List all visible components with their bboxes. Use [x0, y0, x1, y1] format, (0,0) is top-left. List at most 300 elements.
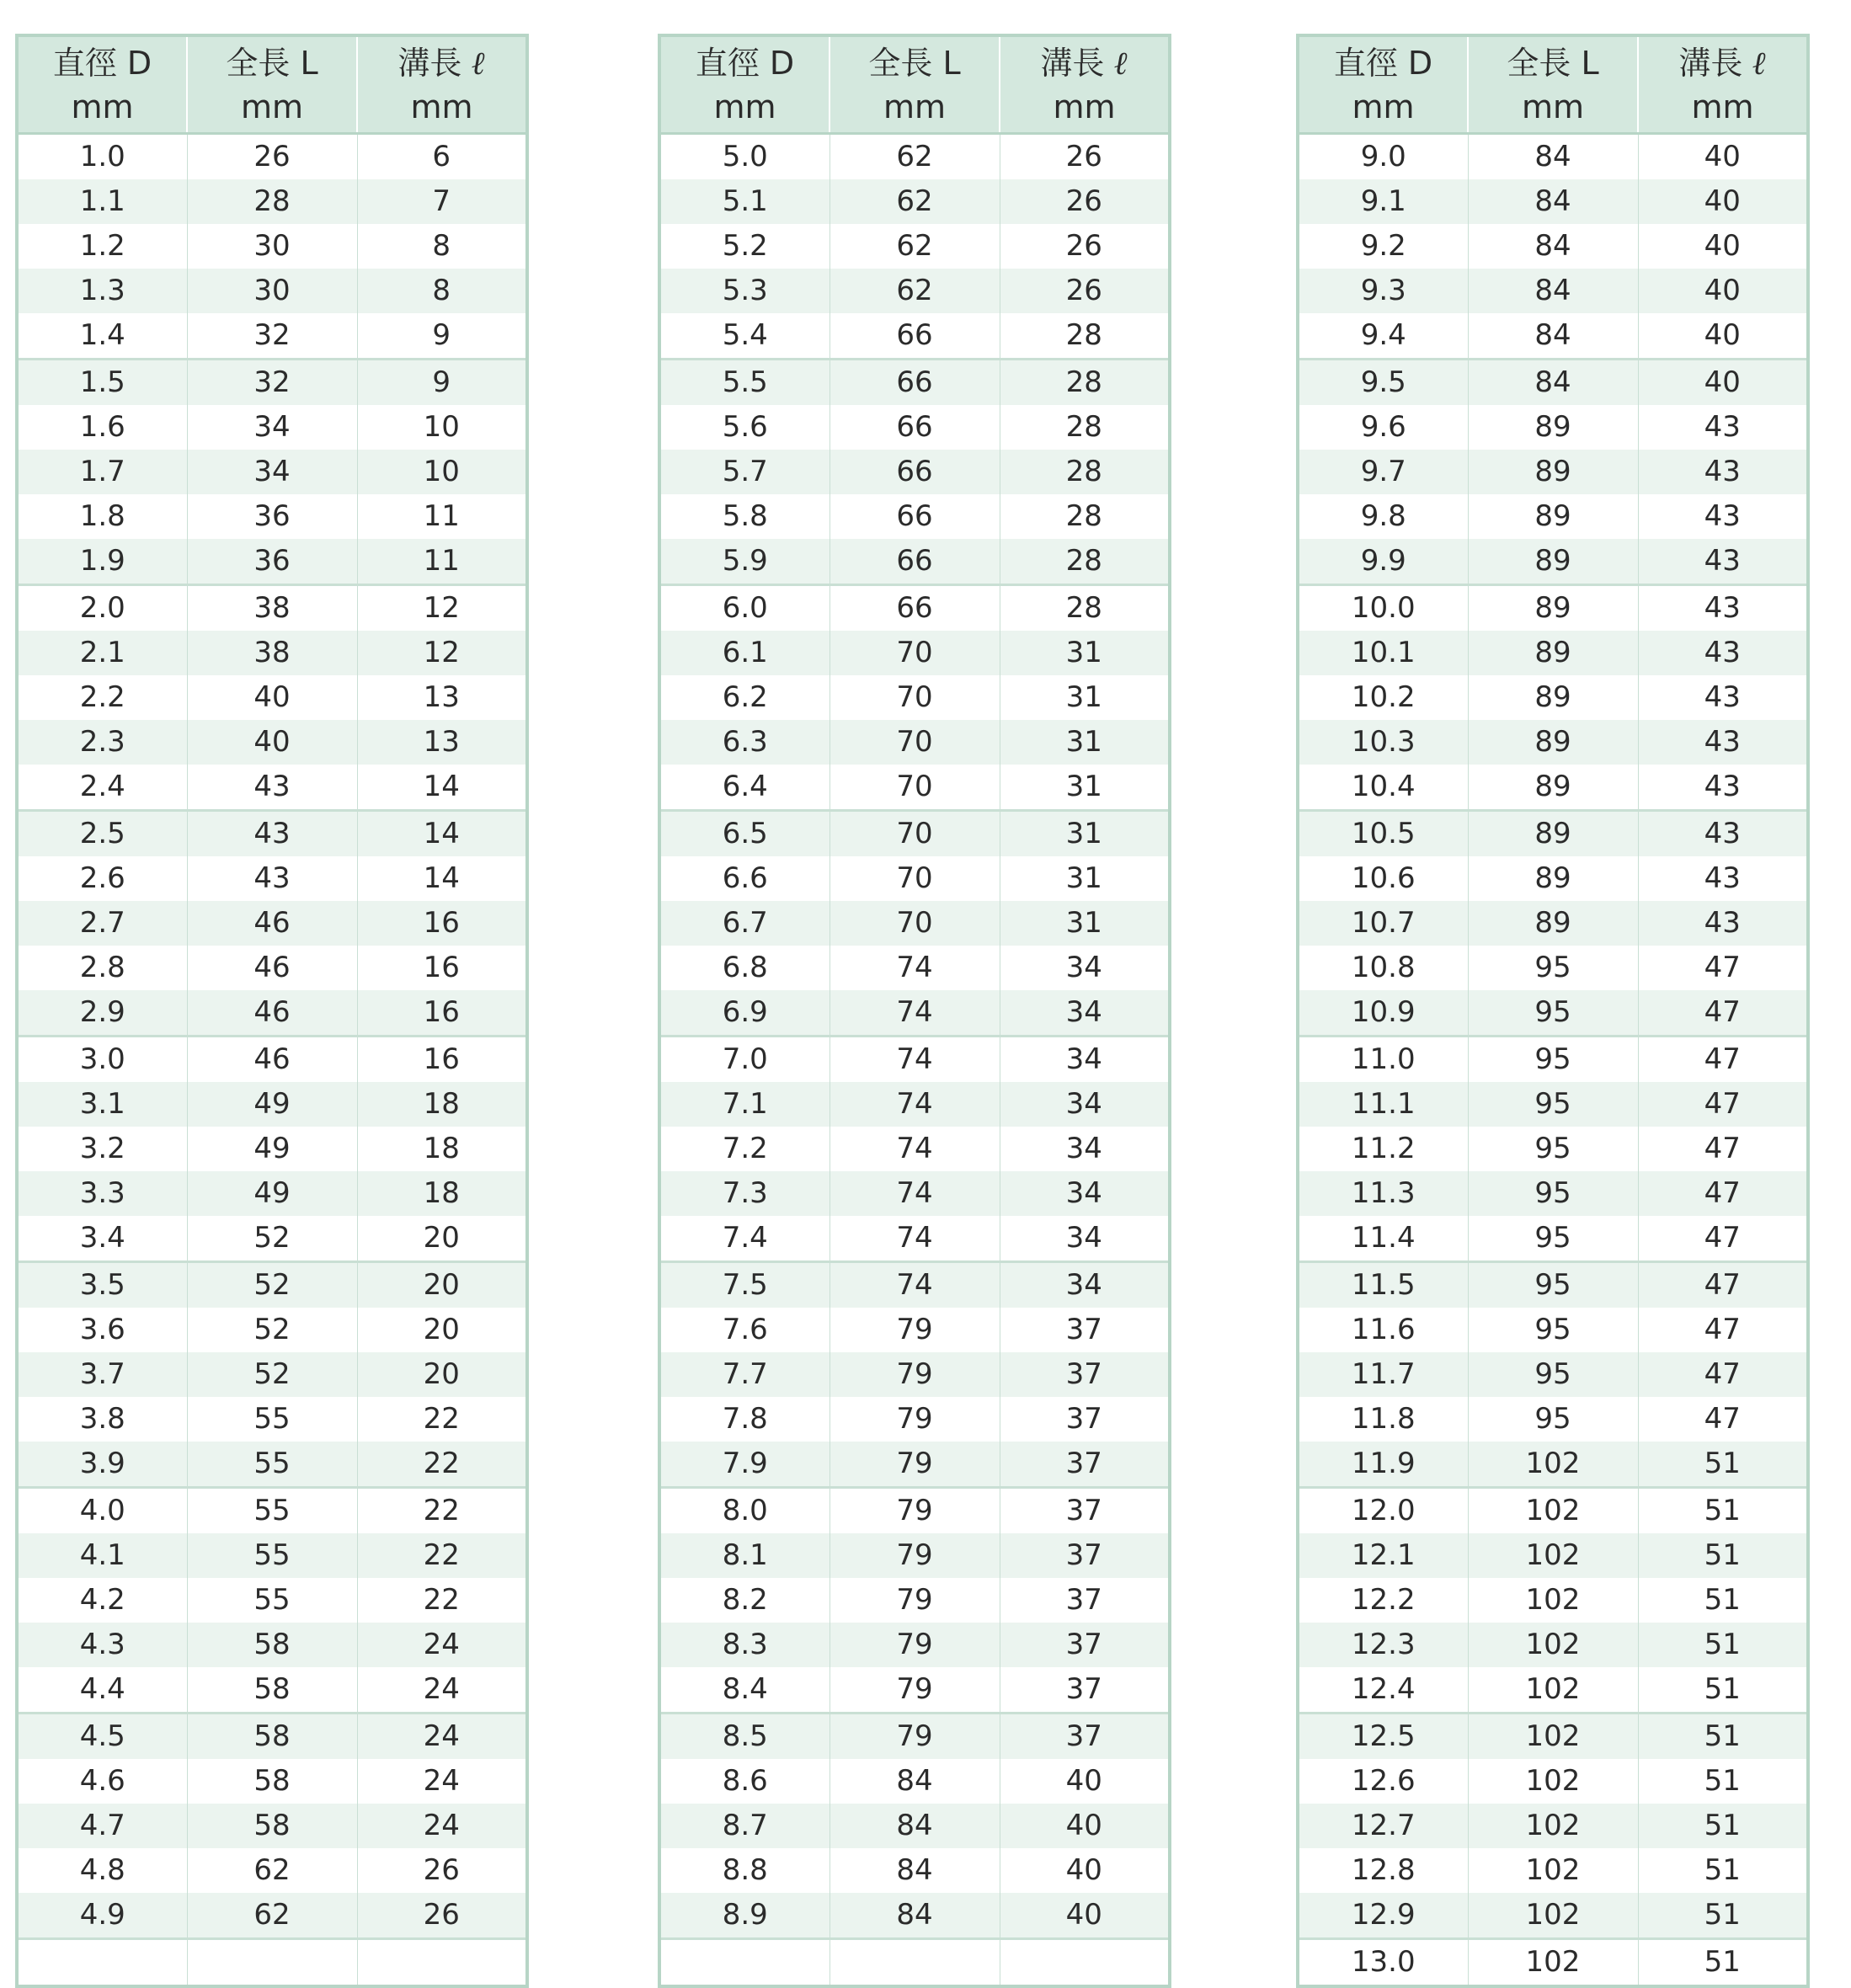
cell-total-length: 89 [1468, 539, 1638, 585]
cell-flute-length: 28 [1000, 539, 1170, 585]
cell-total-length: 66 [829, 494, 1000, 539]
cell-flute-length [357, 1939, 527, 1987]
cell-diameter: 7.0 [659, 1037, 829, 1083]
header-diameter: 直徑 D mm [1298, 35, 1468, 134]
cell-total-length: 32 [187, 313, 357, 360]
cell-diameter: 10.1 [1298, 631, 1468, 675]
cell-flute-length: 26 [1000, 224, 1170, 269]
cell-flute-length: 10 [357, 450, 527, 494]
cell-diameter: 5.0 [659, 134, 829, 180]
cell-flute-length: 47 [1638, 1262, 1808, 1308]
cell-total-length: 74 [829, 1037, 1000, 1083]
cell-flute-length: 43 [1638, 811, 1808, 857]
cell-total-length: 95 [1468, 1127, 1638, 1171]
table-row [1298, 179, 1808, 224]
cell-diameter: 2.6 [17, 856, 187, 901]
cell-total-length: 62 [829, 134, 1000, 180]
cell-flute-length: 20 [357, 1262, 527, 1308]
table-row [1298, 405, 1808, 450]
cell-flute-length: 22 [357, 1397, 527, 1442]
cell-total-length: 79 [829, 1623, 1000, 1667]
table-row [17, 946, 527, 990]
cell-diameter: 12.2 [1298, 1578, 1468, 1623]
cell-diameter: 3.8 [17, 1397, 187, 1442]
cell-flute-length: 34 [1000, 990, 1170, 1037]
cell-diameter: 10.8 [1298, 946, 1468, 990]
cell-diameter: 9.6 [1298, 405, 1468, 450]
cell-flute-length: 40 [1000, 1804, 1170, 1848]
cell-total-length: 66 [829, 450, 1000, 494]
cell-total-length: 46 [187, 1037, 357, 1083]
cell-flute-length: 28 [1000, 405, 1170, 450]
cell-total-length: 28 [187, 179, 357, 224]
cell-diameter: 6.4 [659, 765, 829, 811]
cell-total-length: 43 [187, 811, 357, 857]
cell-total-length: 102 [1468, 1578, 1638, 1623]
cell-flute-length: 51 [1638, 1442, 1808, 1488]
cell-flute-length: 24 [357, 1623, 527, 1667]
cell-total-length: 89 [1468, 856, 1638, 901]
cell-diameter: 9.8 [1298, 494, 1468, 539]
cell-total-length: 46 [187, 901, 357, 946]
cell-flute-length: 16 [357, 990, 527, 1037]
cell-diameter: 12.0 [1298, 1488, 1468, 1534]
cell-diameter: 7.2 [659, 1127, 829, 1171]
table-row [1298, 585, 1808, 632]
cell-diameter: 5.9 [659, 539, 829, 585]
cell-total-length: 74 [829, 1082, 1000, 1127]
cell-diameter: 1.1 [17, 179, 187, 224]
table-row [1298, 1037, 1808, 1083]
cell-flute-length [1000, 1939, 1170, 1987]
cell-flute-length: 43 [1638, 765, 1808, 811]
cell-flute-length: 43 [1638, 405, 1808, 450]
table-row [17, 1037, 527, 1083]
cell-total-length: 79 [829, 1578, 1000, 1623]
cell-flute-length: 43 [1638, 856, 1808, 901]
table-row [1298, 1939, 1808, 1987]
cell-diameter: 4.4 [17, 1667, 187, 1714]
table-row [659, 269, 1170, 313]
cell-total-length: 102 [1468, 1759, 1638, 1804]
table-row [17, 134, 527, 180]
cell-total-length: 102 [1468, 1488, 1638, 1534]
cell-diameter: 8.4 [659, 1667, 829, 1714]
table-row [17, 1127, 527, 1171]
cell-total-length: 66 [829, 585, 1000, 632]
table-row [17, 1082, 527, 1127]
table-row [1298, 1352, 1808, 1397]
cell-total-length: 95 [1468, 946, 1638, 990]
cell-diameter: 8.0 [659, 1488, 829, 1534]
table-row [659, 1667, 1170, 1714]
cell-flute-length: 43 [1638, 585, 1808, 632]
cell-total-length: 36 [187, 539, 357, 585]
cell-diameter: 8.2 [659, 1578, 829, 1623]
cell-flute-length: 28 [1000, 313, 1170, 360]
cell-total-length: 84 [1468, 179, 1638, 224]
cell-total-length: 79 [829, 1533, 1000, 1578]
table-row [659, 360, 1170, 406]
table-row [1298, 1759, 1808, 1804]
cell-diameter: 2.1 [17, 631, 187, 675]
cell-diameter: 6.6 [659, 856, 829, 901]
cell-diameter: 10.4 [1298, 765, 1468, 811]
cell-total-length: 84 [1468, 134, 1638, 180]
cell-total-length: 74 [829, 1171, 1000, 1216]
cell-total-length: 52 [187, 1308, 357, 1352]
cell-diameter: 1.6 [17, 405, 187, 450]
cell-flute-length: 51 [1638, 1623, 1808, 1667]
cell-flute-length: 20 [357, 1352, 527, 1397]
cell-flute-length: 51 [1638, 1488, 1808, 1534]
cell-diameter: 11.1 [1298, 1082, 1468, 1127]
cell-diameter: 7.8 [659, 1397, 829, 1442]
table-row [17, 990, 527, 1037]
table-row [1298, 811, 1808, 857]
cell-total-length: 95 [1468, 1397, 1638, 1442]
cell-diameter: 9.0 [1298, 134, 1468, 180]
table-row [659, 1714, 1170, 1760]
table-row [659, 765, 1170, 811]
cell-total-length: 62 [187, 1893, 357, 1939]
spec-table-1 [15, 34, 529, 1988]
cell-total-length: 58 [187, 1667, 357, 1714]
table-row [659, 1533, 1170, 1578]
cell-flute-length: 51 [1638, 1759, 1808, 1804]
cell-flute-length: 51 [1638, 1893, 1808, 1939]
cell-total-length: 84 [1468, 269, 1638, 313]
cell-total-length: 102 [1468, 1804, 1638, 1848]
cell-diameter: 11.3 [1298, 1171, 1468, 1216]
table-row [659, 1037, 1170, 1083]
cell-total-length: 43 [187, 765, 357, 811]
cell-diameter: 9.3 [1298, 269, 1468, 313]
cell-flute-length: 14 [357, 811, 527, 857]
cell-total-length: 70 [829, 765, 1000, 811]
cell-flute-length: 51 [1638, 1578, 1808, 1623]
cell-diameter: 9.2 [1298, 224, 1468, 269]
cell-flute-length: 26 [357, 1848, 527, 1893]
table-row [1298, 1442, 1808, 1488]
cell-flute-length: 11 [357, 494, 527, 539]
cell-total-length: 89 [1468, 675, 1638, 720]
table-row [17, 1216, 527, 1262]
cell-flute-length: 43 [1638, 631, 1808, 675]
cell-diameter: 6.2 [659, 675, 829, 720]
cell-flute-length: 7 [357, 179, 527, 224]
cell-total-length: 62 [829, 269, 1000, 313]
table-row [17, 765, 527, 811]
cell-diameter: 12.3 [1298, 1623, 1468, 1667]
cell-diameter: 5.7 [659, 450, 829, 494]
table-row [17, 1533, 527, 1578]
cell-total-length: 89 [1468, 811, 1638, 857]
cell-flute-length: 31 [1000, 631, 1170, 675]
cell-total-length: 70 [829, 811, 1000, 857]
cell-total-length: 89 [1468, 585, 1638, 632]
cell-total-length: 40 [187, 675, 357, 720]
cell-diameter: 7.4 [659, 1216, 829, 1262]
table-row [17, 1759, 527, 1804]
cell-total-length: 89 [1468, 765, 1638, 811]
cell-total-length: 36 [187, 494, 357, 539]
cell-total-length: 38 [187, 631, 357, 675]
cell-diameter: 6.0 [659, 585, 829, 632]
table-row [1298, 946, 1808, 990]
table-row [1298, 1308, 1808, 1352]
cell-flute-length: 40 [1638, 269, 1808, 313]
cell-total-length: 102 [1468, 1667, 1638, 1714]
cell-diameter: 1.5 [17, 360, 187, 406]
cell-total-length: 62 [187, 1848, 357, 1893]
cell-flute-length: 13 [357, 720, 527, 765]
table-row [659, 1488, 1170, 1534]
cell-flute-length: 31 [1000, 765, 1170, 811]
table-row [17, 1352, 527, 1397]
cell-flute-length: 34 [1000, 1082, 1170, 1127]
cell-total-length: 102 [1468, 1939, 1638, 1987]
table-row [659, 1442, 1170, 1488]
cell-total-length: 70 [829, 901, 1000, 946]
table-row [17, 494, 527, 539]
cell-total-length: 55 [187, 1442, 357, 1488]
cell-total-length: 49 [187, 1171, 357, 1216]
cell-diameter: 7.5 [659, 1262, 829, 1308]
cell-diameter: 4.5 [17, 1714, 187, 1760]
table-row [659, 946, 1170, 990]
cell-flute-length: 34 [1000, 1171, 1170, 1216]
cell-flute-length: 22 [357, 1442, 527, 1488]
cell-total-length [829, 1939, 1000, 1987]
table-row [1298, 631, 1808, 675]
cell-diameter: 3.0 [17, 1037, 187, 1083]
cell-total-length: 70 [829, 675, 1000, 720]
table-row [1298, 720, 1808, 765]
cell-flute-length: 34 [1000, 1037, 1170, 1083]
cell-flute-length: 47 [1638, 1127, 1808, 1171]
table-row [659, 179, 1170, 224]
cell-diameter: 10.3 [1298, 720, 1468, 765]
table-row [1298, 539, 1808, 585]
cell-total-length: 26 [187, 134, 357, 180]
table-row [17, 585, 527, 632]
cell-flute-length: 51 [1638, 1714, 1808, 1760]
cell-total-length: 84 [829, 1893, 1000, 1939]
table-row [17, 224, 527, 269]
cell-diameter: 2.3 [17, 720, 187, 765]
cell-flute-length: 26 [1000, 269, 1170, 313]
cell-total-length: 95 [1468, 1308, 1638, 1352]
cell-diameter: 2.9 [17, 990, 187, 1037]
table-row [659, 720, 1170, 765]
cell-total-length: 84 [1468, 313, 1638, 360]
cell-total-length: 55 [187, 1578, 357, 1623]
cell-total-length: 58 [187, 1804, 357, 1848]
table-row [17, 1667, 527, 1714]
cell-diameter: 8.3 [659, 1623, 829, 1667]
cell-total-length: 89 [1468, 631, 1638, 675]
cell-flute-length: 16 [357, 901, 527, 946]
cell-flute-length: 13 [357, 675, 527, 720]
table-row [17, 1939, 527, 1987]
cell-total-length: 84 [1468, 360, 1638, 406]
cell-diameter: 1.9 [17, 539, 187, 585]
cell-diameter: 10.7 [1298, 901, 1468, 946]
table-row [659, 811, 1170, 857]
header-total-length: 全長 L mm [829, 35, 1000, 134]
table-row [1298, 1082, 1808, 1127]
cell-flute-length: 26 [1000, 179, 1170, 224]
cell-flute-length: 16 [357, 946, 527, 990]
cell-diameter: 12.7 [1298, 1804, 1468, 1848]
cell-diameter: 4.1 [17, 1533, 187, 1578]
table-row [1298, 765, 1808, 811]
cell-flute-length: 34 [1000, 1216, 1170, 1262]
cell-flute-length: 31 [1000, 901, 1170, 946]
cell-flute-length: 18 [357, 1082, 527, 1127]
cell-diameter: 6.9 [659, 990, 829, 1037]
cell-flute-length: 28 [1000, 360, 1170, 406]
cell-total-length: 55 [187, 1397, 357, 1442]
cell-diameter: 3.5 [17, 1262, 187, 1308]
table-row [17, 1578, 527, 1623]
cell-diameter: 3.9 [17, 1442, 187, 1488]
table-row [659, 1759, 1170, 1804]
cell-diameter: 12.1 [1298, 1533, 1468, 1578]
cell-diameter: 2.4 [17, 765, 187, 811]
table-row [659, 450, 1170, 494]
cell-total-length: 40 [187, 720, 357, 765]
cell-flute-length: 37 [1000, 1488, 1170, 1534]
cell-total-length: 84 [829, 1804, 1000, 1848]
table-row [1298, 1893, 1808, 1939]
cell-diameter: 5.8 [659, 494, 829, 539]
table-row [659, 405, 1170, 450]
cell-total-length: 52 [187, 1262, 357, 1308]
cell-diameter: 3.7 [17, 1352, 187, 1397]
cell-total-length: 74 [829, 1262, 1000, 1308]
cell-diameter: 11.6 [1298, 1308, 1468, 1352]
table-row [1298, 224, 1808, 269]
header-diameter: 直徑 D mm [17, 35, 187, 134]
table-row [17, 1488, 527, 1534]
table-row [17, 1893, 527, 1939]
cell-total-length: 95 [1468, 1171, 1638, 1216]
cell-total-length: 74 [829, 1216, 1000, 1262]
cell-flute-length: 51 [1638, 1848, 1808, 1893]
cell-diameter [659, 1939, 829, 1987]
cell-total-length: 74 [829, 1127, 1000, 1171]
cell-flute-length: 47 [1638, 1397, 1808, 1442]
cell-diameter: 12.9 [1298, 1893, 1468, 1939]
cell-flute-length: 47 [1638, 946, 1808, 990]
cell-total-length: 89 [1468, 901, 1638, 946]
header-row [1298, 35, 1808, 134]
cell-diameter: 11.5 [1298, 1262, 1468, 1308]
cell-flute-length: 47 [1638, 1216, 1808, 1262]
table-row [1298, 1623, 1808, 1667]
table-row [1298, 1714, 1808, 1760]
table-row [659, 990, 1170, 1037]
cell-total-length: 84 [1468, 224, 1638, 269]
cell-flute-length: 43 [1638, 675, 1808, 720]
cell-diameter: 6.5 [659, 811, 829, 857]
cell-diameter: 13.0 [1298, 1939, 1468, 1987]
cell-total-length: 49 [187, 1127, 357, 1171]
table-row [17, 1714, 527, 1760]
table-row [659, 1352, 1170, 1397]
cell-total-length: 70 [829, 631, 1000, 675]
cell-flute-length: 43 [1638, 539, 1808, 585]
cell-diameter: 9.1 [1298, 179, 1468, 224]
cell-diameter: 8.9 [659, 1893, 829, 1939]
cell-flute-length: 47 [1638, 1171, 1808, 1216]
table-row [659, 585, 1170, 632]
table-row [659, 134, 1170, 180]
table-row [1298, 901, 1808, 946]
cell-diameter: 5.5 [659, 360, 829, 406]
cell-flute-length: 40 [1638, 360, 1808, 406]
cell-diameter: 8.6 [659, 1759, 829, 1804]
cell-flute-length: 31 [1000, 811, 1170, 857]
cell-diameter: 4.2 [17, 1578, 187, 1623]
cell-total-length: 38 [187, 585, 357, 632]
cell-diameter: 7.1 [659, 1082, 829, 1127]
table-row [1298, 1804, 1808, 1848]
cell-flute-length: 16 [357, 1037, 527, 1083]
cell-total-length: 79 [829, 1488, 1000, 1534]
cell-diameter: 11.9 [1298, 1442, 1468, 1488]
cell-total-length: 79 [829, 1667, 1000, 1714]
cell-flute-length: 6 [357, 134, 527, 180]
cell-diameter: 4.9 [17, 1893, 187, 1939]
cell-diameter: 4.6 [17, 1759, 187, 1804]
cell-flute-length: 47 [1638, 1082, 1808, 1127]
cell-flute-length: 31 [1000, 856, 1170, 901]
cell-total-length: 89 [1468, 494, 1638, 539]
cell-flute-length: 43 [1638, 494, 1808, 539]
cell-total-length: 84 [829, 1848, 1000, 1893]
cell-diameter: 11.8 [1298, 1397, 1468, 1442]
cell-flute-length: 40 [1000, 1893, 1170, 1939]
spec-table-3 [1296, 34, 1810, 1988]
cell-flute-length: 37 [1000, 1352, 1170, 1397]
cell-flute-length: 47 [1638, 1352, 1808, 1397]
cell-flute-length: 22 [357, 1533, 527, 1578]
cell-diameter: 3.4 [17, 1216, 187, 1262]
cell-diameter: 9.7 [1298, 450, 1468, 494]
cell-diameter: 8.8 [659, 1848, 829, 1893]
cell-diameter: 4.7 [17, 1804, 187, 1848]
table-row [17, 1171, 527, 1216]
cell-flute-length: 40 [1000, 1759, 1170, 1804]
cell-total-length: 102 [1468, 1714, 1638, 1760]
cell-total-length: 55 [187, 1533, 357, 1578]
cell-total-length: 102 [1468, 1893, 1638, 1939]
cell-flute-length: 14 [357, 765, 527, 811]
cell-diameter: 1.7 [17, 450, 187, 494]
cell-flute-length: 24 [357, 1759, 527, 1804]
cell-diameter: 1.2 [17, 224, 187, 269]
cell-flute-length: 26 [357, 1893, 527, 1939]
cell-flute-length: 47 [1638, 990, 1808, 1037]
cell-total-length: 34 [187, 450, 357, 494]
cell-flute-length: 9 [357, 313, 527, 360]
table-row [17, 631, 527, 675]
cell-total-length: 89 [1468, 720, 1638, 765]
table-row [659, 313, 1170, 360]
